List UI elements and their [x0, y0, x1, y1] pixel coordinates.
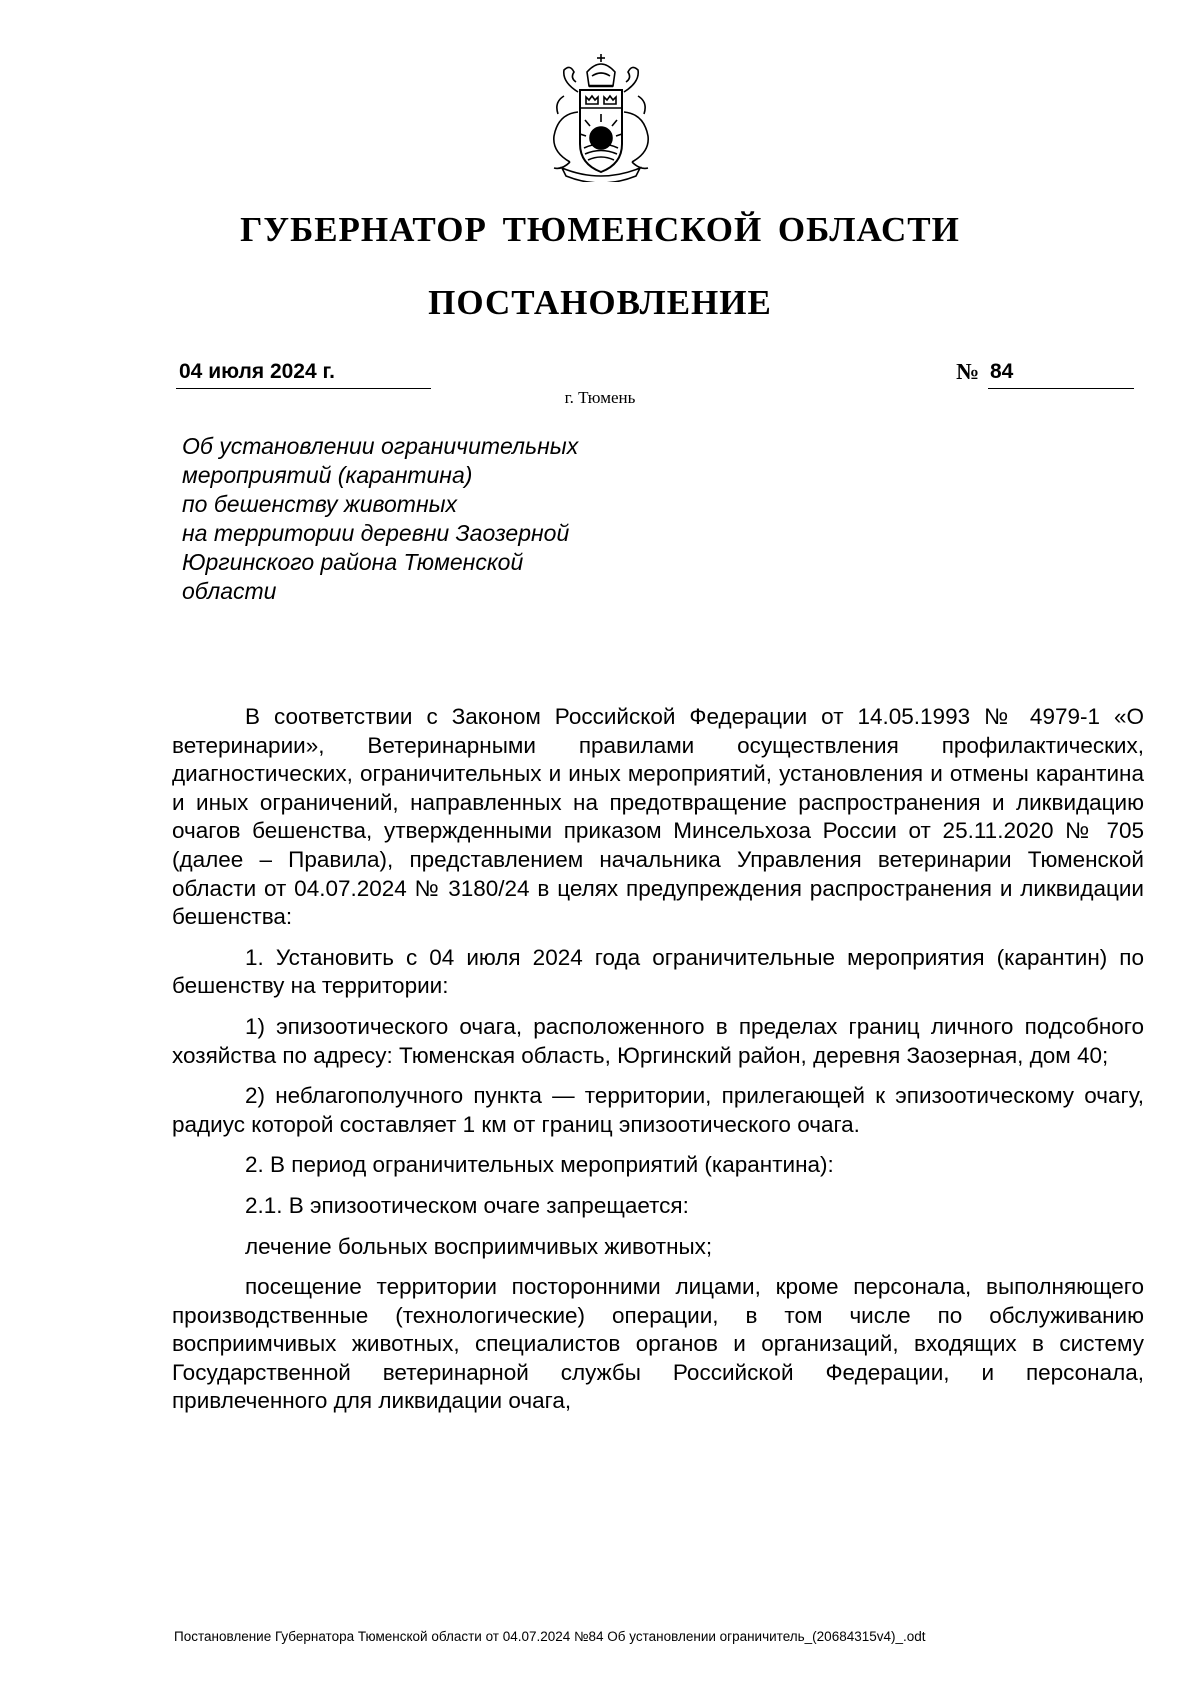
- subject-line: Юргинского района Тюменской: [182, 549, 524, 575]
- city-line: г. Тюмень: [564, 388, 636, 407]
- document-date-field: [176, 358, 431, 389]
- body-paragraph: 2) неблагополучного пункта — территории, прилегающей к эпизоотическому очагу, радиус которой составляет 1 км от границ эпизоотического очага.: [172, 1083, 1144, 1137]
- body-paragraph: посещение территории посторонними лицами, кроме персонала, выполняющего производственные (технологические) операции, в том числе по обслуживанию восприимчивых животных, специалистов органов и организаций, входящих в систему Государственной ветеринарной службы Российской Федерации, и персонала, привлеченного для ликвидации очага,: [172, 1274, 1144, 1414]
- document-number-field: [988, 358, 1134, 389]
- body-paragraph: 1. Установить с 04 июля 2024 года ограничительные мероприятия (карантин) по бешенству на территории:: [172, 944, 1144, 999]
- subject-line: на территории деревни Заозерной: [182, 520, 570, 546]
- body-paragraph: 2.1. В эпизоотическом очаге запрещается:: [245, 1192, 689, 1218]
- preamble-paragraph: В соответствии с Законом Российской Федерации от 14.05.1993 № 4979-1 «О ветеринарии», Ветеринарными правилами осуществления профилактических, диагностических, ограничительных и иных мероприятий, установления и отмены карантина и иных ограничений, направленных на предотвращение распространения и ликвидацию очагов бешенства, утвержденными приказом Минсельхоза России от 25.11.2020 № 705 (далее – Правила), представлением начальника Управления ветеринарии Тюменской области от 04.07.2024 № 3180/24 в целях предупреждения распространения и ликвидации бешенства:: [172, 704, 1144, 930]
- authority-title: ГУБЕРНАТОР ТЮМЕНСКОЙ ОБЛАСТИ: [240, 210, 960, 249]
- coat-of-arms-icon: [540, 52, 662, 182]
- body-paragraph: 1) эпизоотического очага, расположенного в пределах границ личного подсобного хозяйства по адресу: Тюменская область, Юргинский район, деревня Заозерная, дом 40;: [172, 1013, 1144, 1068]
- document-body: [172, 703, 1144, 1428]
- body-paragraph: 2. В период ограничительных мероприятий (карантина):: [245, 1152, 834, 1178]
- document-type-title: ПОСТАНОВЛЕНИЕ: [428, 283, 772, 322]
- subject-line: мероприятий (карантина): [182, 462, 473, 488]
- body-paragraph: лечение больных восприимчивых животных;: [245, 1233, 713, 1259]
- page-footer: Постановление Губернатора Тюменской области от 04.07.2024 №84 Об установлении ограничитель_(20684315v4)_.odt: [174, 1629, 926, 1644]
- subject-line: области: [182, 578, 277, 604]
- subject-line: по бешенству животных: [182, 491, 458, 517]
- document-number: 84: [990, 360, 1014, 383]
- number-sign: №: [956, 359, 980, 384]
- document-date: 04 июля 2024 г.: [179, 360, 335, 383]
- document-subject: [182, 432, 722, 606]
- subject-line: Об установлении ограничительных: [182, 433, 579, 459]
